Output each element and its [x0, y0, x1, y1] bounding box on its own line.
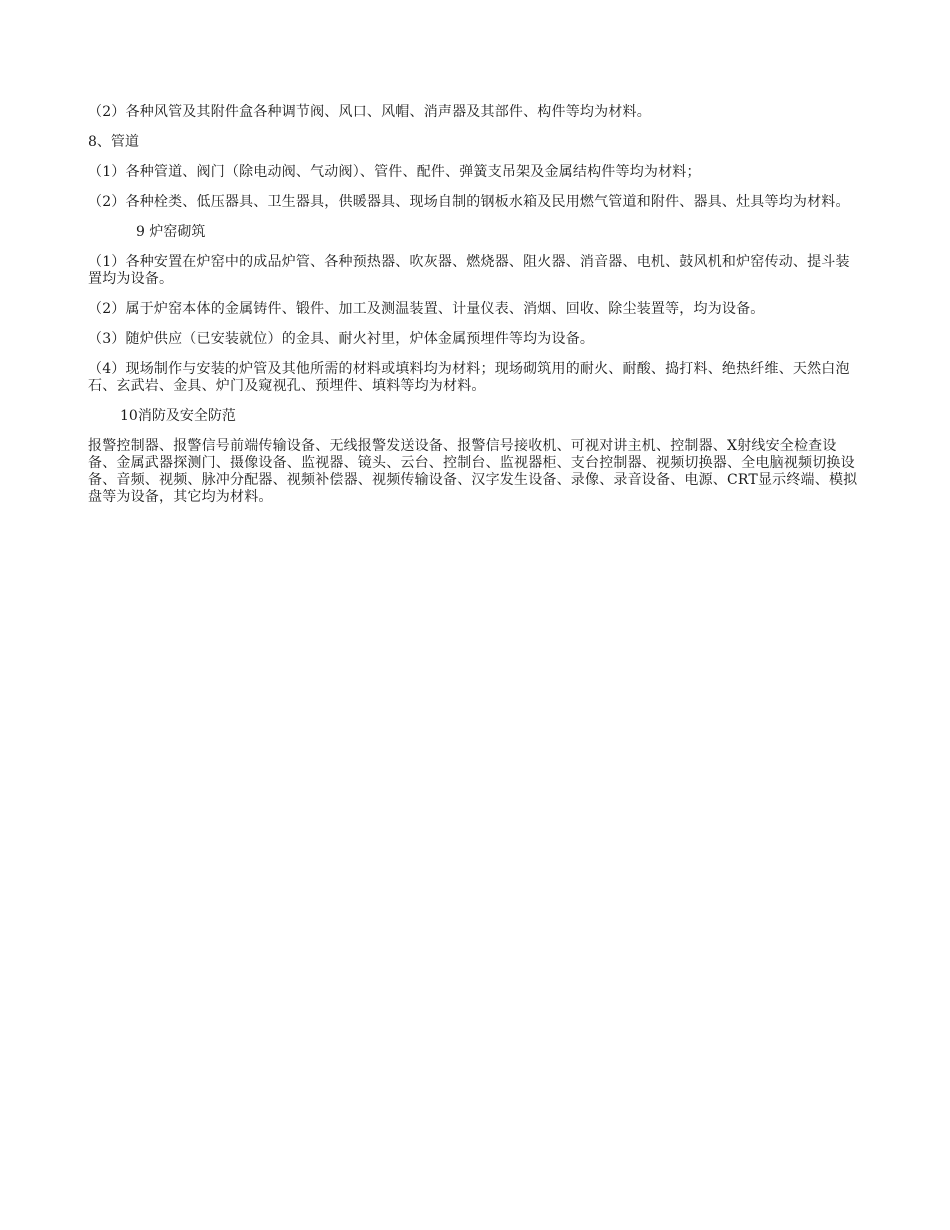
paragraph-ductwork-materials: （2）各种风管及其附件盒各种调节阀、风口、风帽、消声器及其部件、构件等均为材料。 — [88, 104, 651, 120]
section-heading-8: 8、管道 — [88, 134, 139, 150]
paragraph-kiln-materials: （4）现场制作与安装的炉管及其他所需的材料或填料均为材料；现场砌筑用的耐火、耐酸、捣打料、绝热纤维、天然白泡石、玄武岩、金具、炉门及窥视孔、预埋件、填料等均为材料。 — [88, 361, 850, 394]
section-heading-10: 10消防及安全防范 — [120, 408, 236, 424]
paragraph-security-equipment: 报警控制器、报警信号前端传输设备、无线报警发送设备、报警信号接收机、可视对讲主机、控制器、X射线安全检查设备、金属武器探测门、摄像设备、监视器、镜头、云台、控制台、监视器柜、支台控制器、视频切换器、全电脑视频切换设备、音频、视频、脉冲分配器、视频补偿器、视频传输设备、汉字发生设备、录像、录音设备、电源、CRT显示终端、模拟盘等为设备，其它均为材料。 — [88, 438, 858, 505]
paragraph-pipes-valves: （1）各种管道、阀门（除电动阀、气动阀）、管件、配件、弹簧支吊架及金属结构件等均为材料； — [88, 164, 701, 180]
paragraph-kiln-equipment-3: （3）随炉供应（已安装就位）的金具、耐火衬里，炉体金属预埋件等均为设备。 — [88, 331, 595, 347]
paragraph-fixtures: （2）各种栓类、低压器具、卫生器具，供暖器具、现场自制的钢板水箱及民用燃气管道和附件、器具、灶具等均为材料。 — [88, 194, 850, 210]
paragraph-kiln-equipment-2: （2）属于炉窑本体的金属铸件、锻件、加工及测温装置、计量仪表、消烟、回收、除尘装置等，均为设备。 — [88, 301, 765, 317]
document-page — [88, 104, 860, 519]
paragraph-kiln-equipment-1: （1）各种安置在炉窑中的成品炉管、各种预热器、吹灰器、燃烧器、阻火器、消音器、电机、鼓风机和炉窑传动、提斗装置均为设备。 — [88, 254, 850, 287]
section-heading-9: 9 炉窑砌筑 — [136, 224, 206, 240]
